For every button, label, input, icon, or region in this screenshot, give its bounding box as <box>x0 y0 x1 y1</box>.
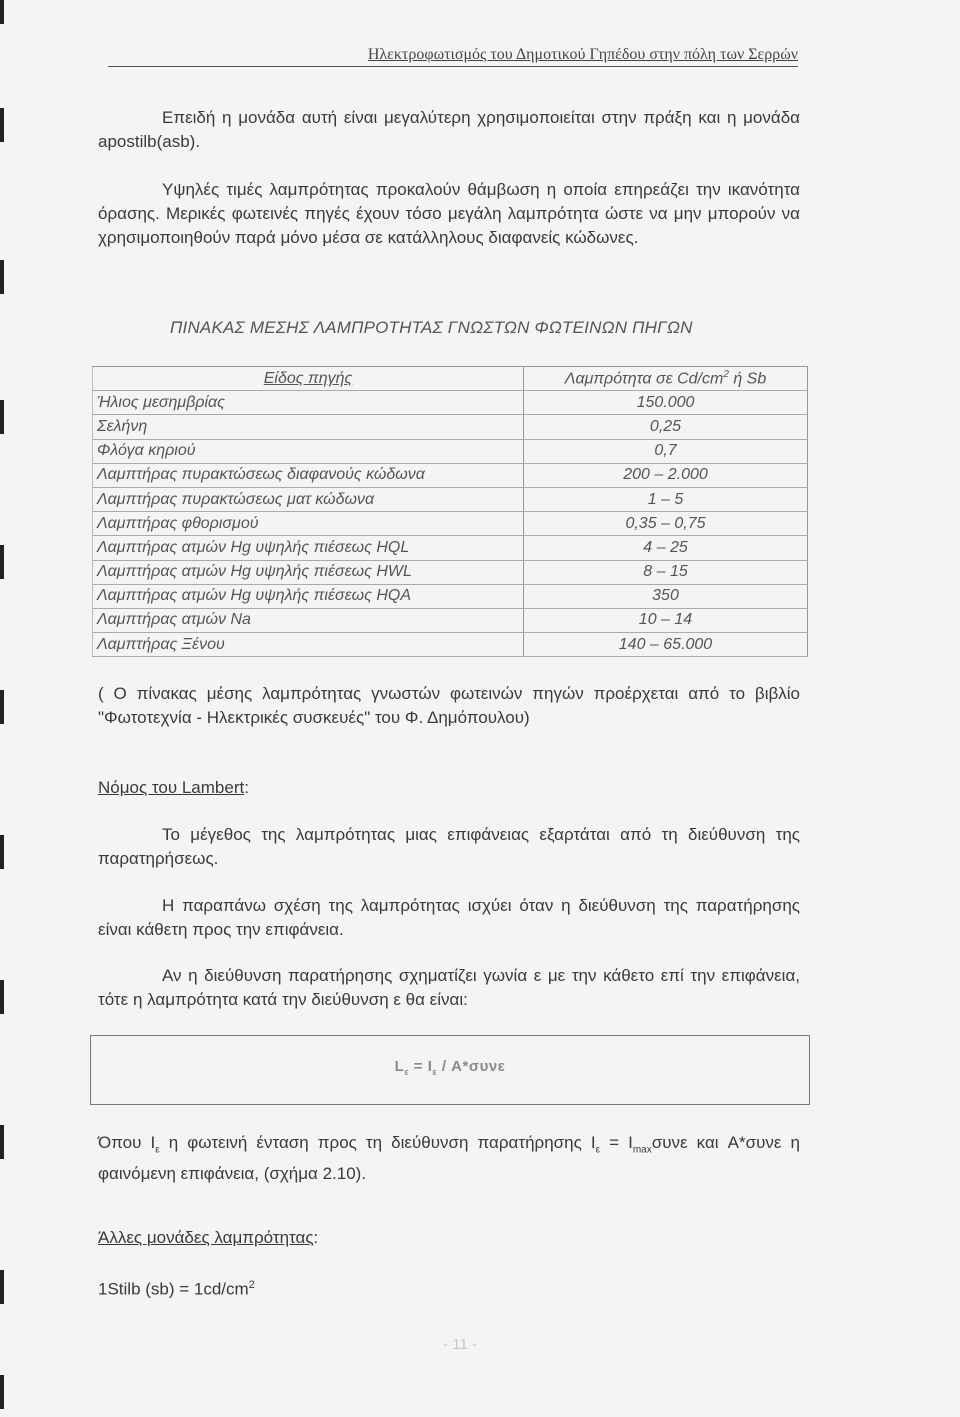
table-row: Λαμπτήρας πυρακτώσεως ματ κώδωνα 1 – 5 <box>93 487 808 511</box>
table-row: Λαμπτήρας ατμών Hg υψηλής πιέσεως HQL 4 – 25 <box>93 536 808 560</box>
table-row: Λαμπτήρας πυρακτώσεως διαφανούς κώδωνα 200 – 2.000 <box>93 463 808 487</box>
table-header-row <box>93 367 808 391</box>
binding-mark <box>0 545 4 579</box>
binding-mark <box>0 1270 4 1304</box>
table-row: Ήλιος μεσημβρίας 150.000 <box>93 391 808 415</box>
paragraph-glare: Υψηλές τιμές λαμπρότητας προκαλούν θάμβωση η οποία επηρεάζει την ικανότητα όρασης. Μερικές φωτεινές πηγές έχουν τόσο μεγάλη λαμπρότητα ώστε να μην μπορούν να χρησιμοποιηθούν παρά μόνο μέσα σε κατάλληλους διαφανείς κώδωνες. <box>98 180 800 247</box>
table-row: Σελήνη 0,25 <box>93 415 808 439</box>
column-header-source: Είδος πηγής <box>93 367 524 391</box>
binding-mark <box>0 690 4 724</box>
binding-mark <box>0 108 4 142</box>
binding-mark <box>0 400 4 434</box>
paragraph-lambert-1: Το μέγεθος της λαμπρότητας μιας επιφάνειας εξαρτάται από τη διεύθυνση της παρατηρήσεως. <box>98 825 800 868</box>
section-heading-other-units: Άλλες μονάδες λαμπρότητας: <box>98 1228 319 1247</box>
running-header: Ηλεκτροφωτισμός του Δημοτικού Γηπέδου στην πόλη των Σερρών <box>367 46 798 63</box>
page-number: - 11 - <box>443 1336 477 1353</box>
column-header-luminance: Λαμπρότητα σε $Cd/cm^2$ ή Sb <box>524 367 808 391</box>
paragraph-intro: Επειδή η μονάδα αυτή είναι μεγαλύτερη χρησιμοποιείται στην πράξη και η μονάδα apostilb(asb). <box>98 108 800 151</box>
table-row: Λαμπτήρας Ξένου 140 – 65.000 <box>93 633 808 657</box>
table-row: Λαμπτήρας ατμών Hg υψηλής πιέσεως HWL 8 – 15 <box>93 560 808 584</box>
binding-mark <box>0 1375 4 1409</box>
binding-mark <box>0 980 4 1014</box>
binding-mark <box>0 0 4 24</box>
table-row: Λαμπτήρας ατμών Hg υψηλής πιέσεως HQA 350 <box>93 584 808 608</box>
stilb-definition: 1Stilb $(sb) = 1cd/cm^2$ <box>98 1279 255 1299</box>
section-heading-lambert: Νόμος του Lambert: <box>98 778 249 797</box>
header-rule <box>108 66 798 67</box>
paragraph-lambert-2: Η παραπάνω σχέση της λαμπρότητας ισχύει όταν η διεύθυνση της παρατήρησης είναι κάθετη προς την επιφάνεια. <box>98 896 800 939</box>
luminance-table <box>92 366 808 657</box>
formula-luminance: $L_\varepsilon = I_\varepsilon / A*\sigma\upsilon\nu\varepsilon$ <box>394 1058 506 1077</box>
table-row: Λαμπτήρας ατμών Na 10 – 14 <box>93 608 808 632</box>
binding-mark <box>0 1125 4 1159</box>
binding-mark <box>0 835 4 869</box>
paragraph-lambert-3: Αν η διεύθυνση παρατήρησης σχηματίζει γωνία ε με την κάθετο επί την επιφάνεια, τότε η λαμπρότητα κατά την διεύθυνση ε θα είναι: <box>98 966 800 1009</box>
table-source-note: ( Ο πίνακας μέσης λαμπρότητας γνωστών φωτεινών πηγών προέρχεται από το βιβλίο "Φωτοτεχνία - Ηλεκτρικές συσκευές" του Φ. Δημόπουλου) <box>98 684 800 727</box>
binding-mark <box>0 260 4 294</box>
formula-box <box>90 1035 810 1105</box>
paragraph-definition: Όπου $I_\varepsilon$ η φωτεινή ένταση προς τη διεύθυνση παρατήρησης $I_\varepsilon = I_{max}\sigma\upsilon\nu\varepsilon$ και A*συνε η φαινόμενη επιφάνεια, (σχήμα 2.10). <box>98 1133 800 1184</box>
table-title: ΠΙΝΑΚΑΣ ΜΕΣΗΣ ΛΑΜΠΡΟΤΗΤΑΣ ΓΝΩΣΤΩΝ ΦΩΤΕΙΝΩΝ ΠΗΓΩΝ <box>170 318 693 337</box>
table-row: Φλόγα κηριού 0,7 <box>93 439 808 463</box>
table-row: Λαμπτήρας φθορισμού 0,35 – 0,75 <box>93 512 808 536</box>
